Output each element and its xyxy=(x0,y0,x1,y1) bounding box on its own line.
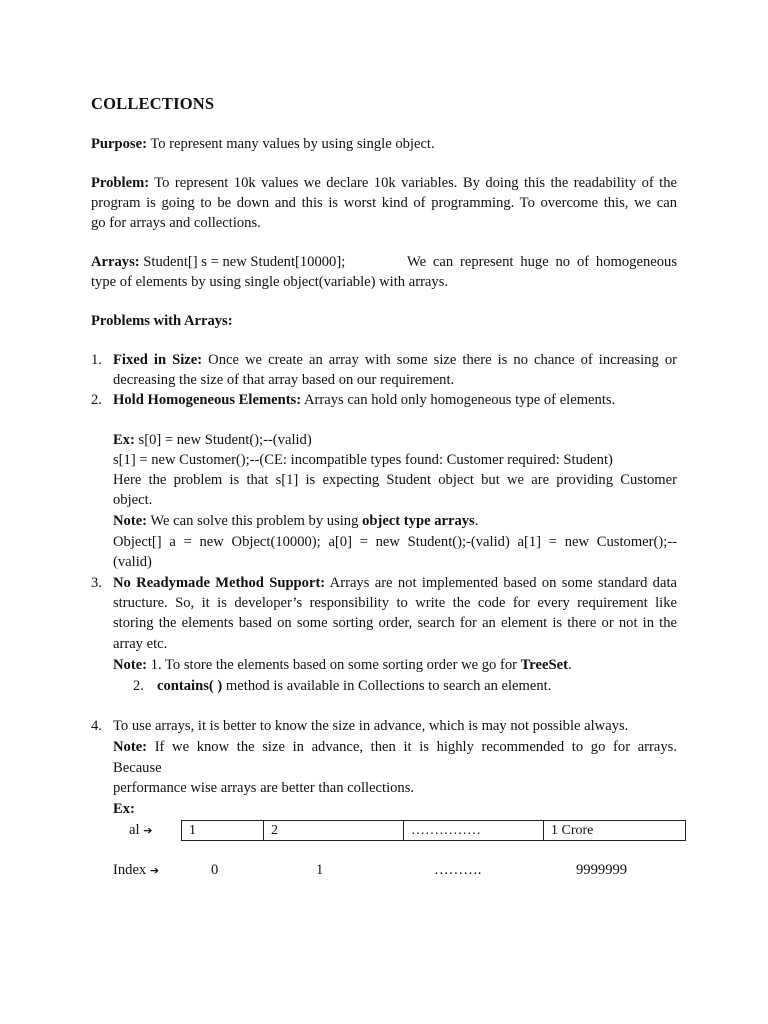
item-2-line-1: Hold Homogeneous Elements: Arrays can hold only homogeneous type of elements. xyxy=(113,392,616,408)
problems-heading: Problems with Arrays: xyxy=(91,313,233,329)
item-1-line-2: decreasing the size of that array based on our requirement. xyxy=(113,372,455,388)
item-3-number: 3. xyxy=(91,575,102,591)
item-1-label: Fixed in Size: xyxy=(113,352,203,368)
item-2-note-label: Note: xyxy=(113,513,148,529)
item-2-object-line-1: Object[] a = new Object(10000); a[0] = new Student();-(valid) a[1] = new Customer();-- xyxy=(113,534,677,550)
item-1-number: 1. xyxy=(91,352,102,368)
item-3-label: No Readymade Method Support: xyxy=(113,575,326,591)
array-cell: …………… xyxy=(404,821,544,841)
item-4-number: 4. xyxy=(91,718,102,734)
index-value: 9999999 xyxy=(576,862,628,878)
item-3-line-2: structure. So, it is developer’s responsibility to write the code for every requirement like xyxy=(113,595,677,611)
item-4-ex-label: Ex: xyxy=(113,801,135,817)
item-3-note-label: Note: xyxy=(113,657,148,673)
item-2-note: Note: We can solve this problem by using object type arrays. xyxy=(113,513,479,529)
index-value: 0 xyxy=(211,862,219,878)
index-value: 1 xyxy=(316,862,324,878)
arrays-line-2: type of elements by using single object(variable) with arrays. xyxy=(91,274,449,290)
item-4-performance: performance wise arrays are better than collections. xyxy=(113,780,415,796)
arrays-line-1 xyxy=(91,253,345,271)
problem-line-1: Problem: To represent 10k values we declare 10k variables. By doing this the readability of the xyxy=(91,175,677,191)
page-title: COLLECTIONS xyxy=(91,94,215,113)
item-4-line-1: To use arrays, it is better to know the size in advance, which is may not possible always. xyxy=(113,718,629,734)
item-4-because: Because xyxy=(113,760,162,776)
array-cell: 1 xyxy=(182,821,264,841)
purpose-label: Purpose: xyxy=(91,136,147,152)
array-cell: 1 Crore xyxy=(544,821,686,841)
item-2-label: Hold Homogeneous Elements: xyxy=(113,392,302,408)
index-label: Index ➔ xyxy=(113,862,160,878)
item-2-number: 2. xyxy=(91,392,102,408)
right-arrow-icon: ➔ xyxy=(149,864,160,877)
item-1-line-1: Fixed in Size: Once we create an array with some size there is no chance of increasing or xyxy=(113,352,677,368)
problem-label: Problem: xyxy=(91,175,150,191)
item-3-line-4: array etc. xyxy=(113,636,168,652)
item-3-note-1: Note: 1. To store the elements based on some sorting order we go for TreeSet. xyxy=(113,657,572,673)
purpose-text: To represent many values by using single object. xyxy=(146,136,435,152)
problem-line-3: go for arrays and collections. xyxy=(91,215,261,231)
item-2-ex-label: Ex: xyxy=(113,432,135,448)
item-2-example-line-2: s[1] = new Customer();--(CE: incompatible types found: Customer required: Student) xyxy=(113,452,613,468)
arrays-line-1-rest: We can represent huge no of homogeneous xyxy=(407,254,677,270)
purpose-paragraph xyxy=(91,135,435,153)
arrays-label: Arrays: xyxy=(91,254,140,270)
arrays-code: Student[] s = new Student[10000]; xyxy=(139,254,346,270)
item-3-line-3: storing the elements based on some sorting order, search for an element is there or not in the xyxy=(113,615,677,631)
item-4-note-label: Note: xyxy=(113,739,148,755)
table-row xyxy=(182,821,686,841)
item-2-object-line-2: (valid) xyxy=(113,554,152,570)
item-3-note-2-number: 2. xyxy=(133,678,144,694)
item-3-line-1: No Readymade Method Support: Arrays are not implemented based on some standard data xyxy=(113,575,677,591)
item-2-here-line-2: object. xyxy=(113,492,153,508)
item-2-here-line-1: Here the problem is that s[1] is expecting Student object but we are providing Customer xyxy=(113,472,677,488)
item-3-note-2: contains( ) method is available in Collections to search an element. xyxy=(157,678,552,694)
item-4-note: Note: If we know the size in advance, then it is highly recommended to go for arrays. xyxy=(113,739,677,755)
array-table xyxy=(181,820,686,841)
right-arrow-icon: ➔ xyxy=(143,824,153,837)
item-2-example-line-1: Ex: s[0] = new Student();--(valid) xyxy=(113,432,312,448)
al-label: al ➔ xyxy=(129,822,153,838)
index-value: ………. xyxy=(434,862,482,878)
array-cell: 2 xyxy=(264,821,404,841)
problem-line-2: program is going to be down and this is worst kind of programming. To overcome this, we can xyxy=(91,195,677,211)
